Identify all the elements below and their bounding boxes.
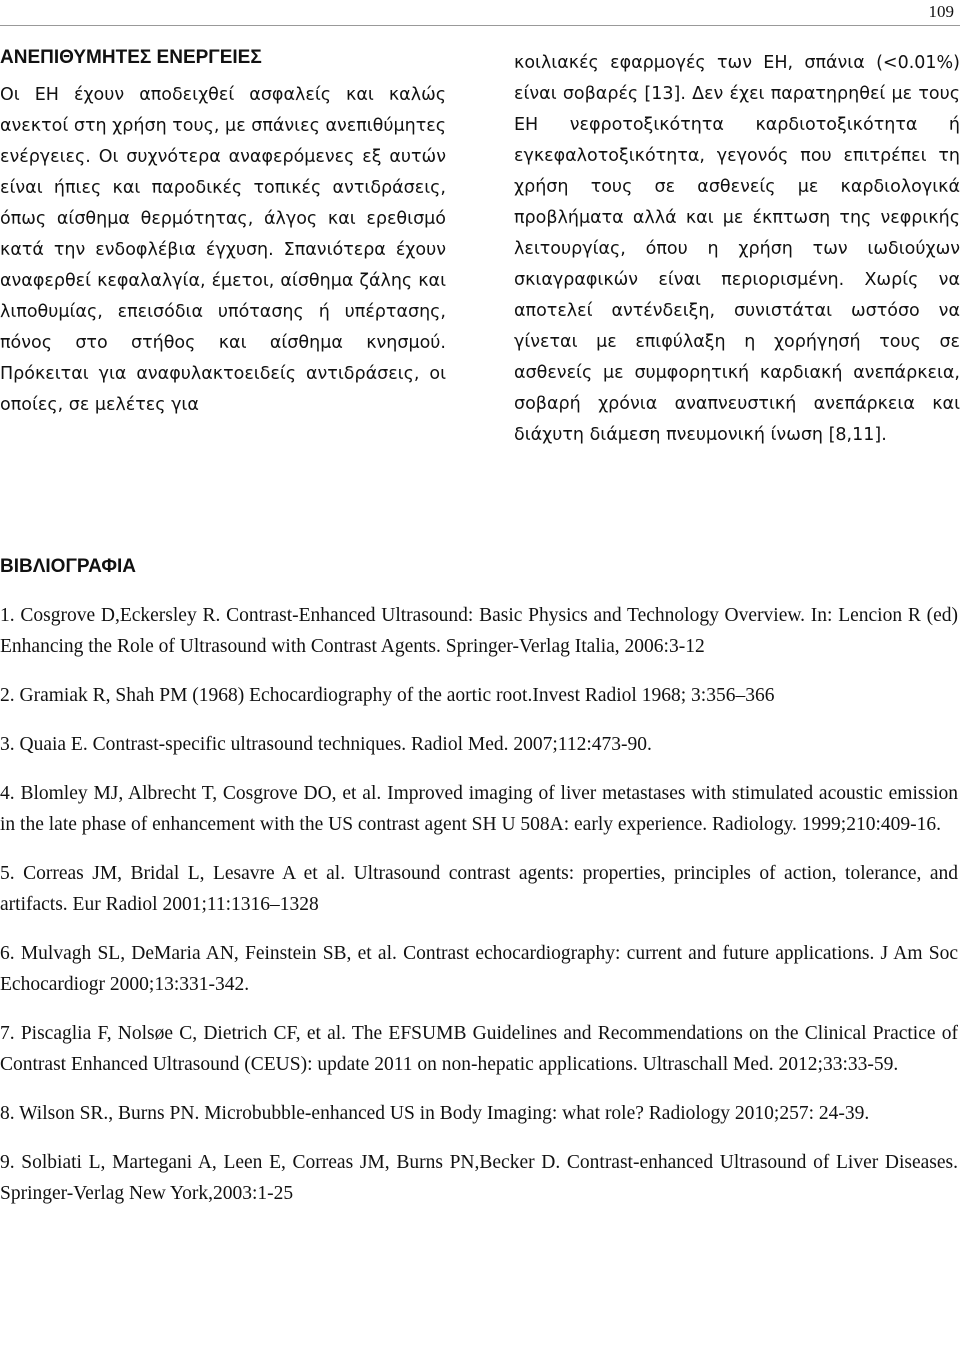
header-rule xyxy=(0,25,960,26)
right-column xyxy=(514,48,960,451)
reference-item: 9. Solbiati L, Martegani A, Leen E, Correas JM, Burns PN,Becker D. Contrast-enhanced Ultrasound of Liver Diseases. Springer-Verlag New York,2003:1-25 xyxy=(0,1152,958,1204)
reference-item: 7. Piscaglia F, Nolsøe C, Dietrich CF, et al. The EFSUMB Guidelines and Recommendations on the Clinical Practice of Contrast Enhanced Ultrasound (CEUS): update 2011 on non-hepatic applications. Ultraschall Med. 2012;33:33-59. xyxy=(0,1023,958,1075)
reference-item: 1. Cosgrove D,Eckersley R. Contrast-Enhanced Ultrasound: Basic Physics and Technology Overview. In: Lencion R (ed) Enhancing the Role of Ultrasound with Contrast Agents. Springer-Verlag Italia, 2006:3-12 xyxy=(0,605,958,657)
reference-item: 8. Wilson SR., Burns PN. Microbubble-enhanced US in Body Imaging: what role? Radiology 2010;257: 24-39. xyxy=(0,1103,870,1124)
reference-item: 6. Mulvagh SL, DeMaria AN, Feinstein SB, et al. Contrast echocardiography: current and future applications. J Am Soc Echocardiogr 2000;13:331-342. xyxy=(0,943,958,995)
page-number: 109 xyxy=(928,2,954,21)
references-heading: ΒΙΒΛΙΟΓΡΑΦΙΑ xyxy=(0,556,136,577)
right-paragraph: κοιλιακές εφαρμογές των ΕΗ, σπάνια (<0.01%) είναι σοβαρές [13]. Δεν έχει παρατηρηθεί με τους ΕΗ νεφροτοξικότητα καρδιοτοξικότητα ή εγκεφαλοτοξικότητα, γεγονός που επιτρέπει τη χρήση τους σε ασθενείς με καρδιολογικά προβλήματα αλλά και με έκπτωση της νεφρικής λειτουργίας, όπου η χρήση των ιωδιούχων σκιαγραφικών είναι περιορισμένη. Χωρίς να αποτελεί αντένδειξη, συνιστάται ωστόσο να γίνεται με επιφύλαξη η χορήγησή τους σε ασθενείς με συμφορητική καρδιακή ανεπάρκεια, σοβαρή χρόνια αναπνευστική ανεπάρκεια και διάχυτη διάμεση πνευμονική ίνωση [8,11]. xyxy=(514,53,960,445)
left-paragraph: Οι ΕΗ έχουν αποδειχθεί ασφαλείς και καλώς ανεκτοί στη χρήση τους, με σπάνιες ανεπιθύμητες ενέργειες. Οι συχνότερα αναφερόμενες εξ αυτών είναι ήπιες και παροδικές τοπικές αντιδράσεις, όπως αίσθημα θερμότητας, άλγος και ερεθισμό κατά την ενδοφλέβια έγχυση. Σπανιότερα έχουν αναφερθεί κεφαλαλγία, έμετοι, αίσθημα ζάλης και λιποθυμίας, επεισόδια υπότασης ή υπέρτασης, πόνος στο στήθος και αίσθημα κνησμού. Πρόκειται για αναφυλακτοειδείς αντιδράσεις, οι οποίες, σε μελέτες για xyxy=(0,85,446,415)
reference-item: 4. Blomley MJ, Albrecht T, Cosgrove DO, et al. Improved imaging of liver metastases with stimulated acoustic emission in the late phase of enhancement with the US contrast agent SH U 508A: early experience. Radiology. 1999;210:409-16. xyxy=(0,783,958,835)
reference-item: 2. Gramiak R, Shah PM (1968) Echocardiography of the aortic root.Invest Radiol 1968; 3:356–366 xyxy=(0,685,775,706)
left-column xyxy=(0,40,446,421)
reference-item: 5. Correas JM, Bridal L, Lesavre A et al. Ultrasound contrast agents: properties, principles of action, tolerance, and artifacts. Eur Radiol 2001;11:1316–1328 xyxy=(0,863,958,915)
two-column-body xyxy=(0,40,960,500)
reference-item: 3. Quaia E. Contrast-specific ultrasound techniques. Radiol Med. 2007;112:473-90. xyxy=(0,734,652,755)
section-heading-adverse-effects: ΑΝΕΠΙΘΥΜΗΤΕΣ ΕΝΕΡΓΕΙΕΣ xyxy=(0,47,262,68)
references-section xyxy=(0,552,958,1227)
